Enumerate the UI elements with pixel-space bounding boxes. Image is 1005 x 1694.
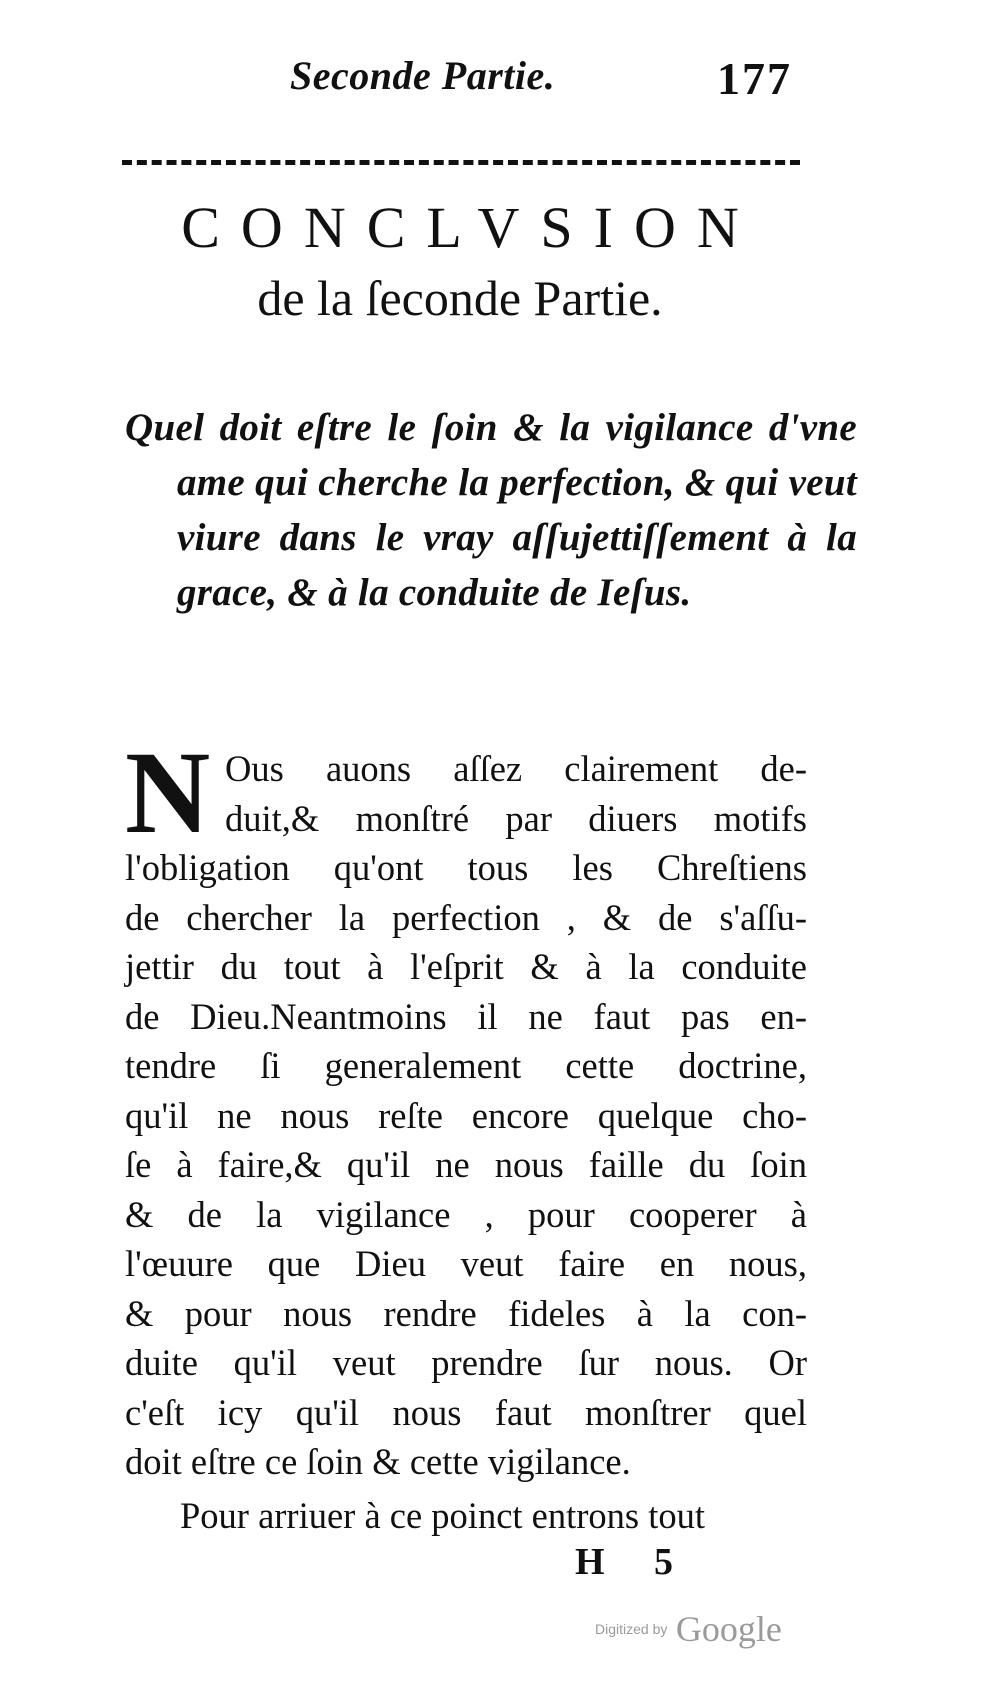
body-line: ſe à faire,& qu'il ne nous faille du ſoin [125,1144,807,1185]
body-line: & pour nous rendre fideles à la con- [125,1292,807,1334]
chapter-heading [115,195,805,329]
body-text [125,727,807,1540]
body-line: duit,& monſtré par diuers motifs [225,797,807,839]
header-rule [122,160,800,165]
body-line: de chercher la perfection , & de s'aſſu- [125,896,807,938]
heading-main: CONCLVSION [181,195,760,260]
second-paragraph: Pour arriuer à ce poinct entrons tout [180,1494,706,1536]
heading-sub: de la ſeconde Partie. [257,270,663,326]
watermark-prefix: Digitized by [595,1621,668,1637]
digitization-watermark [595,1608,782,1650]
body-line: l'obligation qu'ont tous les Chreſtiens [125,847,807,888]
body-line: qu'il ne nous reſte encore quelque cho- [125,1094,807,1136]
signature-mark: H 5 [575,1541,694,1583]
page-number: 177 [717,53,792,104]
body-line: c'eſt icy qu'il nous faut monſtrer quel [125,1391,807,1433]
body-line: jettir du tout à l'eſprit & à la conduite [125,946,807,987]
drop-cap: N [125,727,211,858]
body-line: & de la vigilance , pour cooperer à [125,1193,807,1235]
body-line: duite qu'il veut prendre ſur nous. Or [125,1342,807,1383]
running-head [120,52,800,112]
google-logo: Google [675,1609,782,1649]
running-title: Seconde Partie. [290,53,556,98]
body-line: tendre ſi generalement cette doctrine, [125,1045,807,1086]
body-line: l'œuure que Dieu veut faire en nous, [125,1243,807,1284]
body-line: de Dieu.Neantmoins il ne faut pas en- [125,995,807,1037]
body-line: Ous auons aſſez clairement de- [225,748,807,789]
body-line: doit eſtre ce ſoin & cette vigilance. [125,1441,631,1482]
chapter-summary: Quel doit eſtre le ſoin & la vigilance d'vne ame qui cherche la perfection, & qui veut viure dans le vray aſſujettiſſement à la grace, & à la conduite de Ieſus. [125,406,857,614]
